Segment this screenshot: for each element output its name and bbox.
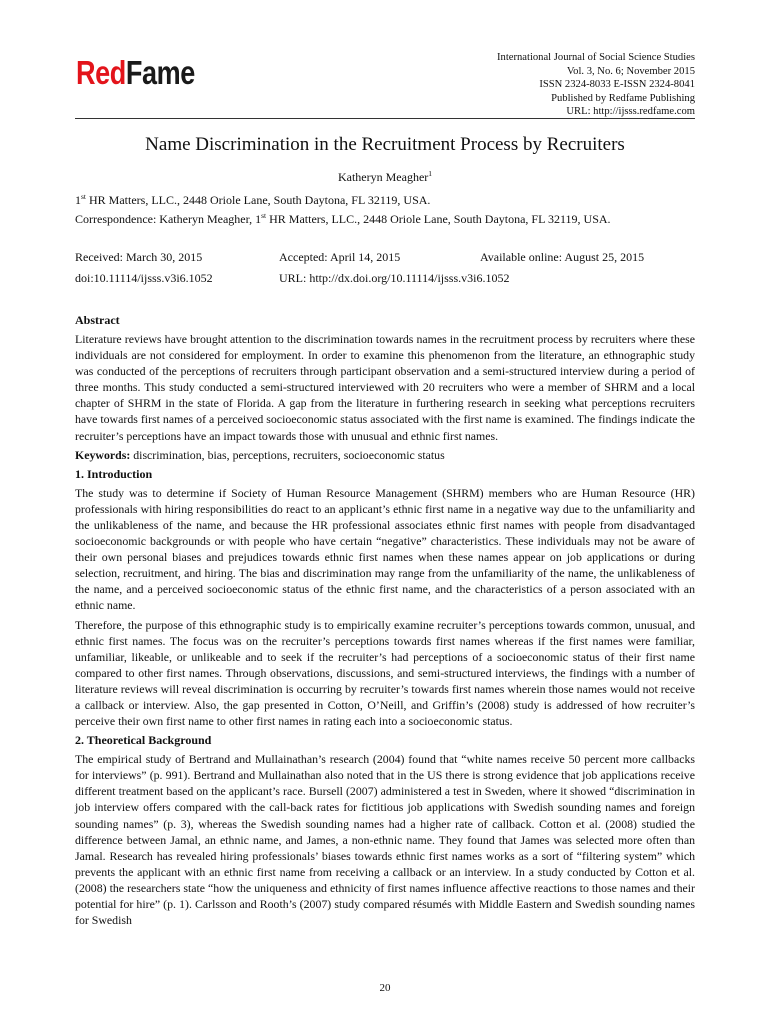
correspondence [75,211,611,227]
author-superscript: 1 [428,169,433,178]
correspondence-superscript: st [261,211,267,220]
abstract-heading: Abstract [75,313,120,327]
correspondence-prefix: Correspondence: Katheryn Meagher, 1 [75,212,262,226]
abstract-text: Literature reviews have brought attention to the discrimination towards names in the recruitment process by recruiters where these individuals are not considered for employment. In order to examine this phenomenon from the literature, an ethnographic study was conducted of the perceptions of recruiters through participant observation and a semi-structured interview during a period of three months. This study conducted a semi-structured interviewed with 20 recruiters who were a member of SHRM and a local chapter of SHRM in the state of Florida. A gap from the literature in furthering research in seeking what perceptions recruiters have towards first names of a perceived socioeconomic status associated with the first name is examined. The findings indicate the recruiter’s perceptions have an impact towards those with unusual and ethnic first names. [75,332,695,443]
journal-publisher: Published by Redfame Publishing [551,92,695,104]
accepted-date: Accepted: April 14, 2015 [279,250,401,264]
redfame-logo [76,56,195,89]
affiliation [75,192,430,208]
logo-red-part: Red [76,54,126,91]
keywords-list: discrimination, bias, perceptions, recruiters, socioeconomic status [130,447,445,462]
logo-fame-part: Fame [125,54,195,91]
publication-dates [75,250,695,292]
keywords [75,447,695,463]
introduction-paragraph-2: Therefore, the purpose of this ethnographic study is to empirically examine recruiter’s perceptions towards common, unusual, and ethnic first names. The focus was on the recruiter’s perceptions towards first names whereas if the first names were familiar, unfamiliar, likeable, or unlikeable and to seek if the recruiter’s had perceptions of a socioeconomic status of their first name compared to other first names. Through observations, discussions, and semi-structured interviews, the findings with a number of literature reviews will reveal discrimination is occurring by recruiter’s towards first names wherein those names would not receive a callback or interview. Also, the gap presented in Cotton, O’Neill, and Griffin’s (2008) study is addressed of how recruiter’s perceive their own first name to other first names in rating each into a socioeconomic status. [75,617,695,729]
author-name: Katheryn Meagher [337,170,429,184]
affiliation-text: HR Matters, LLC., 2448 Oriole Lane, South Daytona, FL 32119, USA. [86,193,431,207]
paper-body [75,312,695,931]
keywords-label: Keywords: [75,447,131,462]
journal-info [497,51,695,119]
background-heading: 2. Theoretical Background [75,733,212,748]
available-date: Available online: August 25, 2015 [480,250,645,264]
affiliation-number: 1 [75,193,81,207]
doi: doi:10.11114/ijsss.v3i6.1052 [75,271,213,285]
page-number: 20 [379,982,391,994]
correspondence-rest: HR Matters, LLC., 2448 Oriole Lane, South Daytona, FL 32119, USA. [266,212,611,226]
introduction-heading: 1. Introduction [75,466,153,481]
received-date: Received: March 30, 2015 [75,250,203,264]
journal-issn: ISSN 2324-8033 E-ISSN 2324-8041 [539,79,695,90]
doi-url[interactable]: URL: http://dx.doi.org/10.11114/ijsss.v3i6.1052 [279,271,510,285]
author-line [0,169,770,185]
header-divider [75,118,695,119]
background-paragraph-1: The empirical study of Bertrand and Mullainathan’s research (2004) found that “white names receive 50 percent more callbacks for interviews” (p. 991). Bertrand and Mullainathan also noted that in the US there is strong evidence that job applications receive different treatment based on the applicant’s race. Bursell (2007) administered a test in Sweden, where it showed “discrimination in job interview offers compared with the call-back rates for fictitious job applications with Swedish sounding names and foreign sounding names” (p. 3), whereas the Swedish sounding names had a higher rate of callback. Cotton et al. (2008) studied the difference between Jamal, an ethnic name, and James, a non-ethnic name. They found that James was selected more often than Jamal. Research has revealed hiring professionals’ biases towards ethnic first names works as a sort of “filtering system” which prevents the applicant with an ethnic first name from receiving a callback or an interview. In a study conducted by Cotton et al. (2008) the researchers state “how the uniqueness and ethnicity of first names influence affective reactions to those names and their potential for hire” (p. 1). Carlsson and Rooth’s (2007) study compared résumés with Middle Eastern and Swedish sounding names for Swedish [75,752,695,928]
journal-url[interactable]: URL: http://ijsss.redfame.com [566,106,695,117]
journal-volume: Vol. 3, No. 6; November 2015 [566,65,695,77]
paper-title: Name Discrimination in the Recruitment Process by Recruiters [145,134,625,155]
affiliation-superscript: st [81,192,87,201]
introduction-paragraph-1: The study was to determine if Society of Human Resource Management (SHRM) members who are Human Resource (HR) professionals with hiring responsibilities do react to an applicant’s ethnic first name in a negative way due to the unfamiliarity and the unlikableness of the name, and because the HR professional associates ethnic first names with people from disadvantaged socioeconomic backgrounds or with people who have certain “negative” characteristics. These individuals may not be aware of their own personal biases and prejudices towards ethnic first names when these names appear on job applications or during selection, recruitment, and hiring. The bias and discrimination may range from the unfamiliarity of the name, the unlikableness of the name, and a perceived socioeconomic status of the ethnic first name, and the characteristics of a person associated with an ethnic name. [75,485,695,613]
journal-name: International Journal of Social Science Studies [497,52,695,63]
